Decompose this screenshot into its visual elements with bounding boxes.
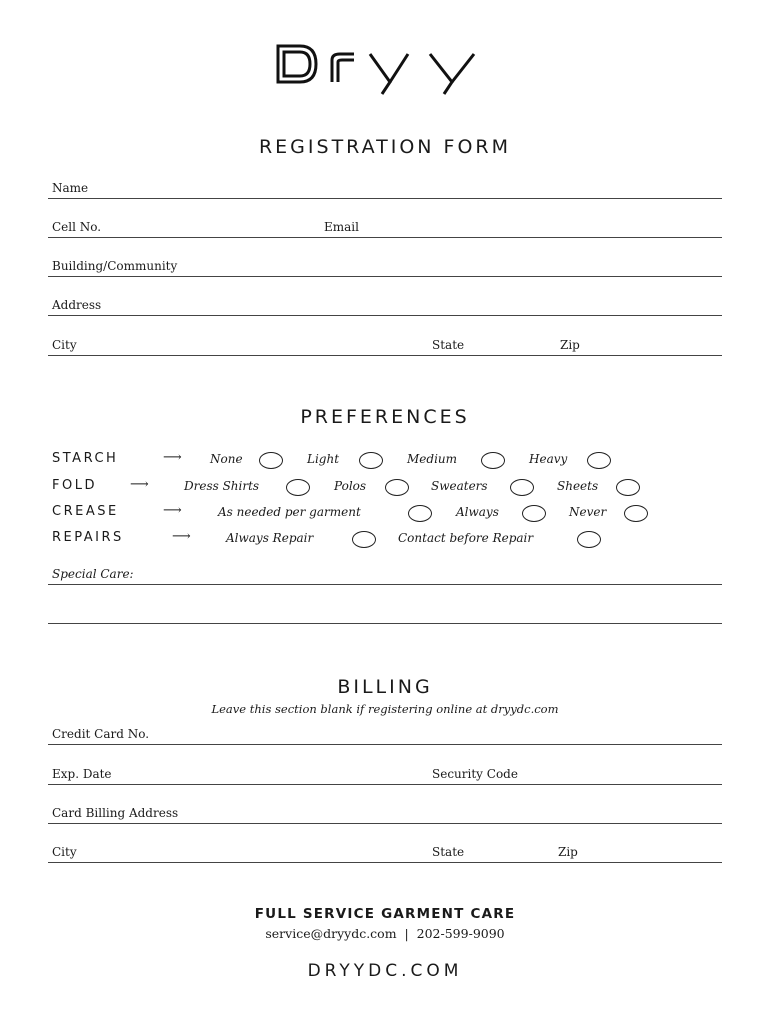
starch-option-none: None xyxy=(210,452,243,466)
repairs-always-radio[interactable] xyxy=(352,531,376,548)
crease-option-always: Always xyxy=(456,505,499,519)
billing-address-field-line[interactable] xyxy=(48,823,722,824)
repairs-contact-radio[interactable] xyxy=(577,531,601,548)
registration-title: REGISTRATION FORM xyxy=(258,136,512,158)
billing-city-label: City xyxy=(52,845,77,859)
email-label: Email xyxy=(324,220,359,234)
starch-option-light: Light xyxy=(307,452,340,466)
starch-heavy-radio[interactable] xyxy=(587,452,611,469)
exp-security-field-line[interactable] xyxy=(48,784,722,785)
cell-label: Cell No. xyxy=(52,220,102,234)
crease-always-radio[interactable] xyxy=(522,505,546,522)
crease-as-needed-radio[interactable] xyxy=(408,505,432,522)
starch-option-heavy: Heavy xyxy=(529,452,568,466)
arrow-right-icon: ⟶ xyxy=(163,450,182,465)
fold-option-sweaters: Sweaters xyxy=(431,479,488,493)
credit-card-label: Credit Card No. xyxy=(52,727,150,741)
crease-label: CREASE xyxy=(52,504,119,519)
brand-logo xyxy=(0,38,770,102)
starch-option-medium: Medium xyxy=(407,452,458,466)
crease-option-as-needed: As needed per garment xyxy=(218,505,361,519)
zip-label: Zip xyxy=(560,338,580,352)
repairs-label: REPAIRS xyxy=(52,530,124,545)
address-label: Address xyxy=(52,298,102,312)
preferences-title: PREFERENCES xyxy=(300,406,470,428)
building-field-line[interactable] xyxy=(48,276,722,277)
repairs-option-always: Always Repair xyxy=(226,531,314,545)
address-field-line[interactable] xyxy=(48,315,722,316)
billing-title: BILLING xyxy=(337,676,433,698)
special-care-line-1[interactable] xyxy=(48,584,722,585)
arrow-right-icon: ⟶ xyxy=(130,477,149,492)
fold-polos-radio[interactable] xyxy=(385,479,409,496)
footer-tagline: FULL SERVICE GARMENT CARE xyxy=(254,906,516,922)
city-label: City xyxy=(52,338,77,352)
arrow-right-icon: ⟶ xyxy=(163,503,182,518)
fold-option-sheets: Sheets xyxy=(557,479,599,493)
footer-website-link[interactable]: DRYYDC.COM xyxy=(307,961,463,981)
starch-label: STARCH xyxy=(52,451,119,466)
security-code-label: Security Code xyxy=(432,767,518,781)
billing-zip-label: Zip xyxy=(558,845,578,859)
starch-medium-radio[interactable] xyxy=(481,452,505,469)
fold-dress-shirts-radio[interactable] xyxy=(286,479,310,496)
billing-address-label: Card Billing Address xyxy=(52,806,179,820)
billing-city-state-zip-field-line[interactable] xyxy=(48,862,722,863)
fold-option-dress-shirts: Dress Shirts xyxy=(184,479,260,493)
fold-label: FOLD xyxy=(52,478,97,493)
starch-light-radio[interactable] xyxy=(359,452,383,469)
billing-note: Leave this section blank if registering online at dryydc.com xyxy=(211,702,559,716)
city-state-zip-field-line[interactable] xyxy=(48,355,722,356)
credit-card-field-line[interactable] xyxy=(48,744,722,745)
fold-sweaters-radio[interactable] xyxy=(510,479,534,496)
billing-state-label: State xyxy=(432,845,465,859)
fold-sheets-radio[interactable] xyxy=(616,479,640,496)
repairs-option-contact: Contact before Repair xyxy=(398,531,534,545)
exp-date-label: Exp. Date xyxy=(52,767,112,781)
name-label: Name xyxy=(52,181,89,195)
footer-contact: service@dryydc.com | 202-599-9090 xyxy=(265,926,505,941)
dryy-logo-graphic xyxy=(270,38,500,98)
building-label: Building/Community xyxy=(52,259,178,273)
arrow-right-icon: ⟶ xyxy=(172,529,191,544)
cell-email-field-line[interactable] xyxy=(48,237,722,238)
crease-option-never: Never xyxy=(569,505,607,519)
special-care-line-2[interactable] xyxy=(48,623,722,624)
special-care-label: Special Care: xyxy=(52,567,134,581)
starch-none-radio[interactable] xyxy=(259,452,283,469)
crease-never-radio[interactable] xyxy=(624,505,648,522)
fold-option-polos: Polos xyxy=(334,479,367,493)
state-label: State xyxy=(432,338,465,352)
name-field-line[interactable] xyxy=(48,198,722,199)
